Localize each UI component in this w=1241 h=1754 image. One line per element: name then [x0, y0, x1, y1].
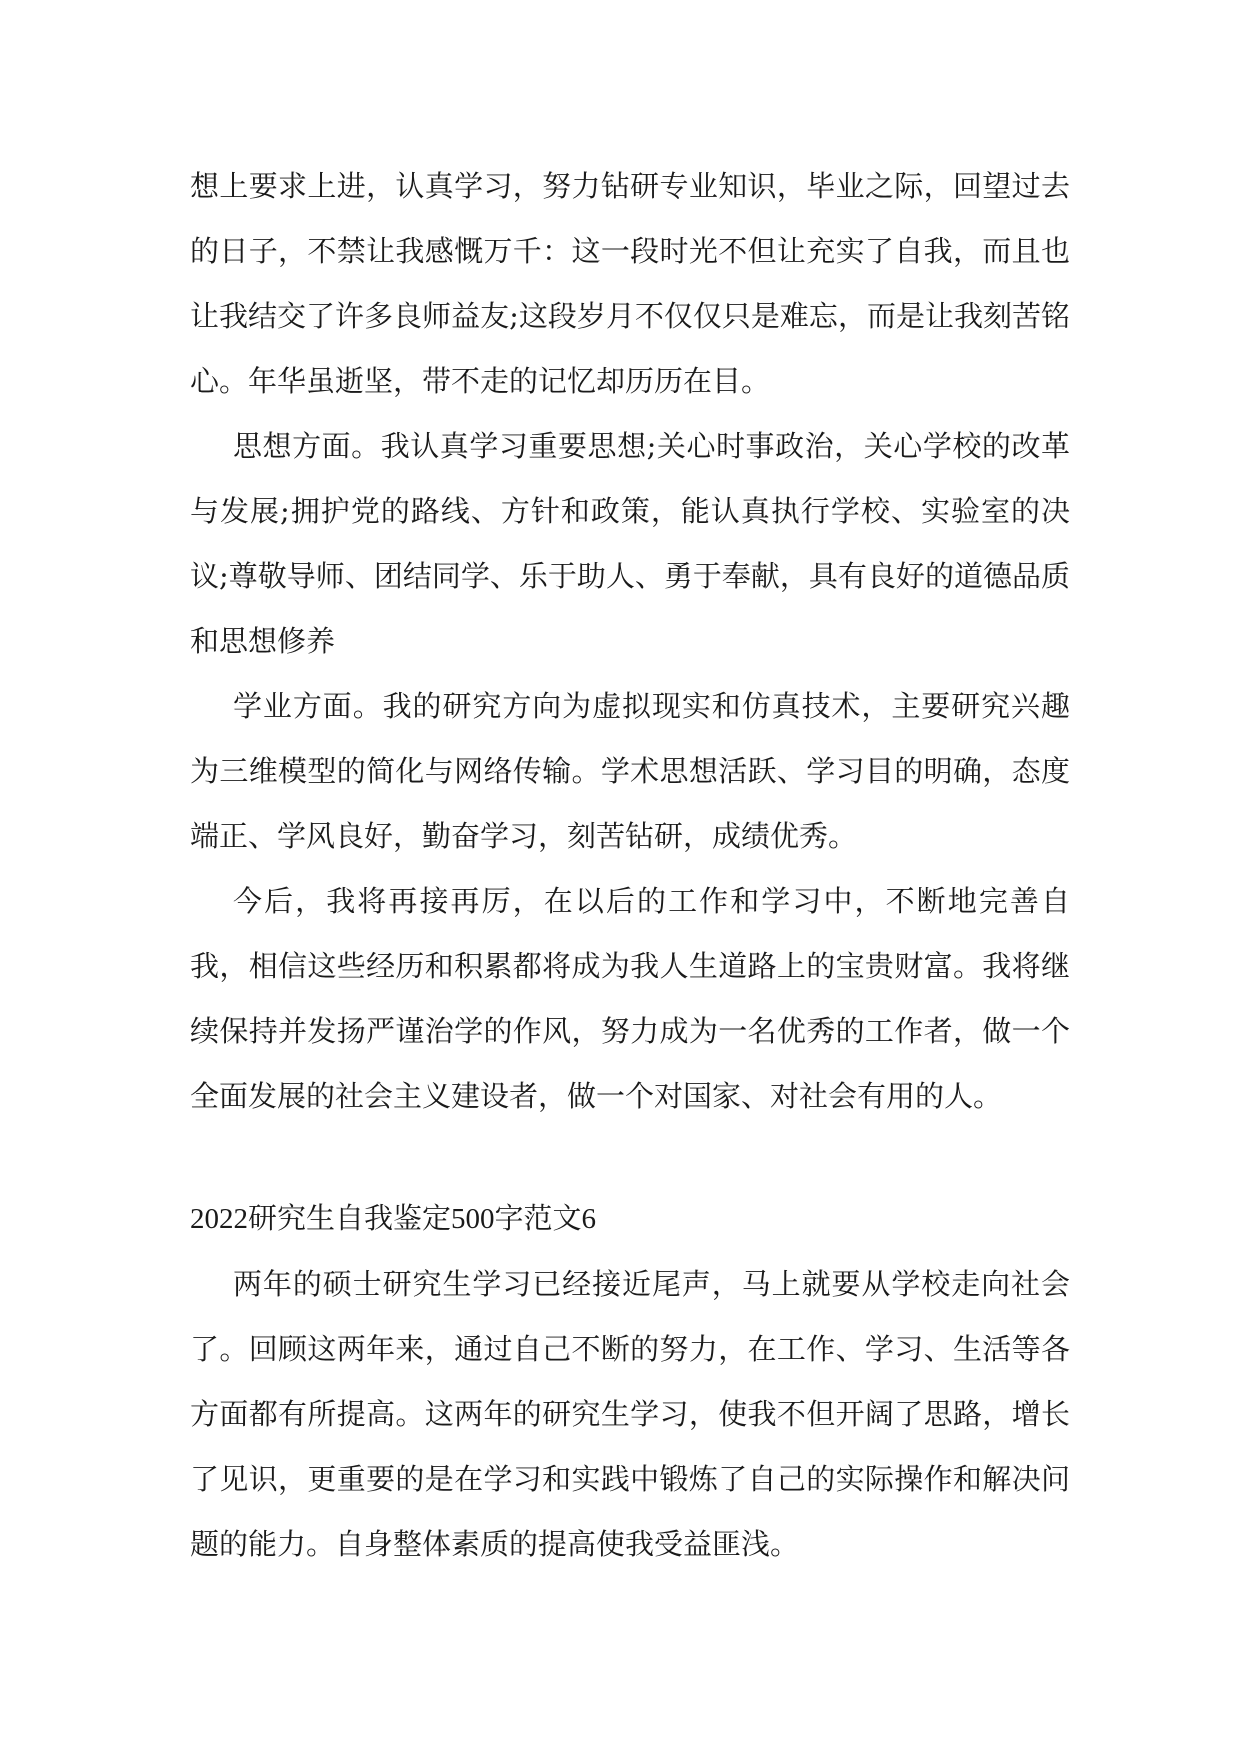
paragraph-ideology: 思想方面。我认真学习重要思想;关心时事政治，关心学校的改革与发展;拥护党的路线、方针和政策，能认真执行学校、实验室的决议;尊敬导师、团结同学、乐于助人、勇于奉献，具有良好的道德品质和思想修养	[190, 429, 1070, 658]
section-heading: 2022研究生自我鉴定500字范文6	[190, 1203, 597, 1235]
paragraph-academics: 学业方面。我的研究方向为虚拟现实和仿真技术，主要研究兴趣为三维模型的简化与网络传输。学术思想活跃、学习目的明确，态度端正、学风良好，勤奋学习，刻苦钻研，成绩优秀。	[190, 689, 1070, 853]
document-body	[190, 154, 1070, 1577]
paragraph-continuation: 想上要求上进，认真学习，努力钻研专业知识，毕业之际，回望过去的日子，不禁让我感慨万千：这一段时光不但让充实了自我，而且也让我结交了许多良师益友;这段岁月不仅仅只是难忘，而是让我刻苦铭心。年华虽逝坚，带不走的记忆却历历在目。	[190, 169, 1070, 398]
paragraph-future: 今后，我将再接再厉，在以后的工作和学习中，不断地完善自我，相信这些经历和积累都将成为我人生道路上的宝贵财富。我将继续保持并发扬严谨治学的作风，努力成为一名优秀的工作者，做一个全面发展的社会主义建设者，做一个对国家、对社会有用的人。	[190, 884, 1070, 1113]
paragraph-section-intro: 两年的硕士研究生学习已经接近尾声，马上就要从学校走向社会了。回顾这两年来，通过自己不断的努力，在工作、学习、生活等各方面都有所提高。这两年的研究生学习，使我不但开阔了思路，增长了见识，更重要的是在学习和实践中锻炼了自己的实际操作和解决问题的能力。自身整体素质的提高使我受益匪浅。	[190, 1267, 1070, 1561]
